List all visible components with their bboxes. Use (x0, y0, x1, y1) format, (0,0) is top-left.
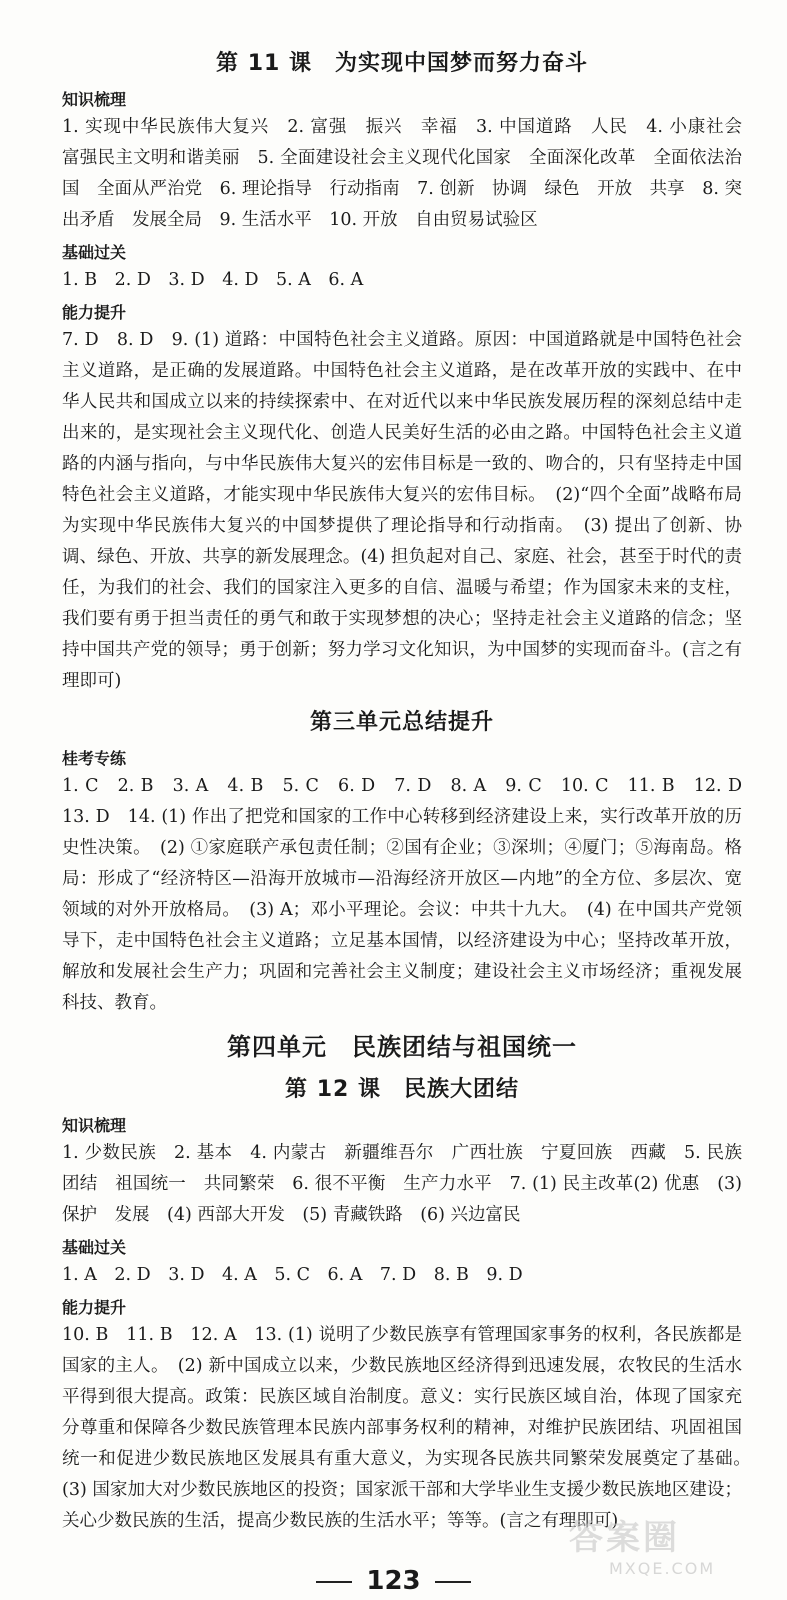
lesson-12-ability-text: 10. B 11. B 12. A 13. (1) 说明了少数民族享有管理国家事务的权利，各民族都是国家的主人。 (2) 新中国成立以来，少数民族地区经济得到迅速发展，农牧民的生活水平得到很大提高。政策：民族区域自治制度。意义：实行民族区域自治，体现了国家充分尊重和保障各少数民族管理本民族内部事务权利的精神，对维护民族团结、巩固祖国统一和促进少数民族地区发展具有重大意义，为实现各民族共同繁荣发展奠定了基础。 (3) 国家加大对少数民族地区的投资；国家派干部和大学毕业生支援少数民族地区建设；关心少数民族的生活，提高少数民族的生活水平；等等。(言之有理即可) (62, 1325, 760, 1531)
lesson-12-knowledge-text: 1. 少数民族 2. 基本 4. 内蒙古 新疆维吾尔 广西壮族 宁夏回族 西藏 5. 民族团结 祖国统一 共同繁荣 6. 很不平衡 生产力水平 7. (1) 民主改革(2) 优惠 (3) 保护 发展 (4) 西部大开发 (5) 青藏铁路 (6) 兴边富民 (62, 1143, 748, 1225)
lesson-12-ability-label: 能力提升 (62, 1298, 127, 1317)
lesson-11-ability-text: 7. D 8. D 9. (1) 道路：中国特色社会主义道路。原因：中国道路就是中国特色社会主义道路，是正确的发展道路。中国特色社会主义道路，是在改革开放的实践中、在中华人民共和国成立以来的持续探索中、在对近代以来中华民族发展历程的深刻总结中走出来的，是实现社会主义现代化、创造人民美好生活的必由之路。中国特色社会主义道路的内涵与指向，与中华民族伟大复兴的宏伟目标是一致的、吻合的，只有坚持走中国特色社会主义道路，才能实现中华民族伟大复兴的宏伟目标。 (2)“四个全面”战略布局为实现中华民族伟大复兴的中国梦提供了理论指导和行动指南。 (3) 提出了创新、协调、绿色、开放、共享的新发展理念。(4) 担负起对自己、家庭、社会，甚至于时代的责任，为我们的社会、我们的国家注入更多的自信、温暖与希望；作为国家未来的支柱，我们要有勇于担当责任的勇气和敢于实现梦想的决心；坚持走社会主义道路的信念；坚持中国共产党的领导；勇于创新；努力学习文化知识，为中国梦的实现而奋斗。(言之有理即可) (62, 330, 742, 691)
lesson-12-title: 第 12 课 民族大团结 (285, 1077, 519, 1102)
page-number-dash-left (316, 1581, 352, 1583)
watermark-url: MXQE.COM (609, 1559, 716, 1578)
lesson-11-ability-label: 能力提升 (62, 303, 127, 322)
lesson-12-knowledge-label: 知识梳理 (62, 1116, 127, 1135)
lesson-12-basic-label: 基础过关 (62, 1238, 127, 1257)
unit-3-summary-title: 第三单元总结提升 (309, 710, 494, 735)
site-watermark (569, 1510, 769, 1578)
lesson-11-basic-label: 基础过关 (62, 243, 127, 262)
lesson-12-basic-text: 1. A 2. D 3. D 4. A 5. C 6. A 7. D 8. B 9. D (62, 1265, 523, 1285)
lesson-11-knowledge-label: 知识梳理 (62, 90, 127, 109)
page-number-value: 123 (366, 1566, 421, 1596)
answer-page (62, 38, 760, 1537)
lesson-11-knowledge-text: 1. 实现中华民族伟大复兴 2. 富强 振兴 幸福 3. 中国道路 人民 4. 小康社会 富强民主文明和谐美丽 5. 全面建设社会主义现代化国家 全面深化改革 全面依法治国 全面从严治党 6. 理论指导 行动指南 7. 创新 协调 绿色 开放 共享 8. 突出矛盾 发展全局 9. 生活水平 10. 开放 自由贸易试验区 (62, 117, 760, 230)
watermark-logo-text: 答案圈 (569, 1518, 680, 1558)
page-number-dash-right (435, 1581, 471, 1583)
unit-4-title: 第四单元 民族团结与祖国统一 (227, 1033, 577, 1061)
unit-3-exam-label: 桂考专练 (62, 749, 127, 768)
page-number (0, 1566, 787, 1596)
lesson-11-basic-text: 1. B 2. D 3. D 4. D 5. A 6. A (62, 270, 364, 290)
lesson-11-title: 第 11 课 为实现中国梦而努力奋斗 (216, 51, 588, 76)
unit-3-exam-text: 1. C 2. B 3. A 4. B 5. C 6. D 7. D 8. A 9. C 10. C 11. B 12. D 13. D 14. (1) 作出了把党和国家的工作中心转移到经济建设上来，实行改革开放的历史性决策。 (2) ①家庭联产承包责任制；②国有企业；③深圳；④厦门；⑤海南岛。格局：形成了“经济特区—沿海开放城市—沿海经济开放区—内地”的全方位、多层次、宽领域的对外开放格局。 (3) A；邓小平理论。会议：中共十九大。 (4) 在中国共产党领导下，走中国特色社会主义道路；立足基本国情，以经济建设为中心；坚持改革开放，解放和发展社会生产力；巩固和完善社会主义制度；建设社会主义市场经济；重视发展科技、教育。 (62, 776, 760, 1013)
